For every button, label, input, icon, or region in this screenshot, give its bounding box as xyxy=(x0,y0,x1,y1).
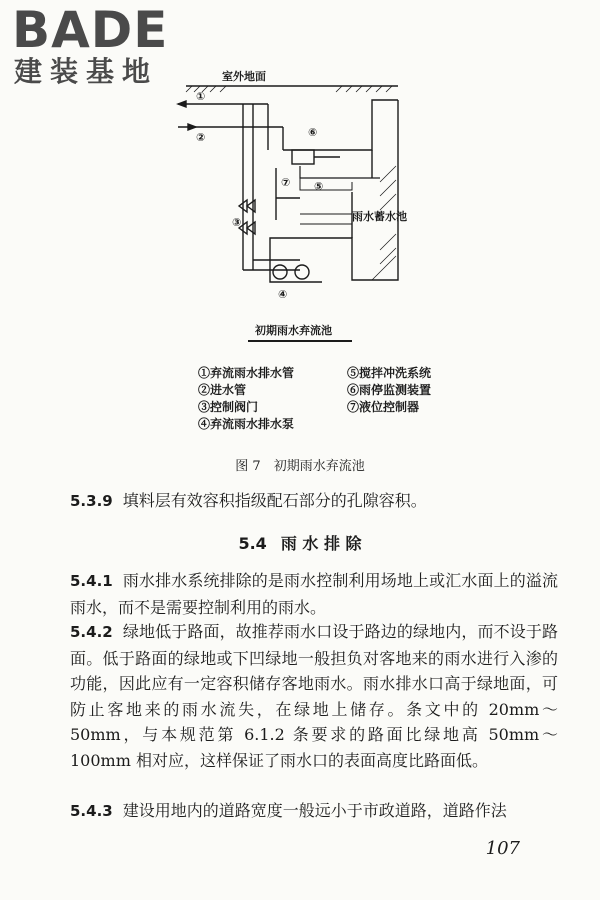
marker-6: ⑥ xyxy=(308,126,318,139)
clause-number: 5.4.3 xyxy=(70,802,113,820)
clause-number: 5.4.2 xyxy=(70,623,113,641)
clause-number: 5.3.9 xyxy=(70,492,113,510)
tank-hatch xyxy=(372,166,396,280)
clause-text: 填料层有效容积指级配石部分的孔隙容积。 xyxy=(122,491,427,510)
clause-number: 5.4.1 xyxy=(70,572,113,590)
figure-caption: 图 7 初期雨水弃流池 xyxy=(235,459,365,474)
legend-item: ④弃流雨水排水泵 xyxy=(198,417,295,431)
pump-icon xyxy=(295,265,309,279)
legend-item: ①弃流雨水排水管 xyxy=(198,366,295,380)
clause-5-4-3 xyxy=(70,798,558,825)
marker-5: ⑤ xyxy=(314,180,324,193)
arrow-right-icon xyxy=(188,124,196,130)
clause-5-3-9 xyxy=(70,488,558,515)
legend-item: ⑦液位控制器 xyxy=(347,400,420,414)
tank-wall xyxy=(270,100,398,282)
ground-hatch xyxy=(186,86,392,92)
page-number: 107 xyxy=(485,838,520,859)
marker-4: ④ xyxy=(278,288,288,301)
diagram-title: 初期雨水弃流池 xyxy=(255,324,332,337)
clause-5-4-1 xyxy=(70,568,558,620)
marker-1: ① xyxy=(196,90,206,103)
marker-2: ② xyxy=(196,131,206,144)
logo-word: BADE xyxy=(12,1,169,59)
logo-subtitle: 建装基地 xyxy=(14,55,159,88)
label-tank: 雨水蓄水池 xyxy=(352,210,407,223)
clause-text: 雨水排水系统排除的是雨水控制利用场地上或汇水面上的溢流雨水，而不是需要控制利用的雨水。 xyxy=(70,571,558,617)
clause-text: 绿地低于路面，故推荐雨水口设于路边的绿地内，而不设于路面。低于路面的绿地或下凹绿地一般担负对客地来的雨水进行入渗的功能，因此应有一定容积储存客地雨水。雨水排水口高于绿地面，可防止客地来的雨水流失，在绿地上储存。条文中的 20mm～50mm，与本规范第 6.1.2 条要求的路面比绿地高 50mm～100mm 相对应，这样保证了雨水口的表面高度比路面低。 xyxy=(70,622,558,770)
clause-text: 建设用地内的道路宽度一般远小于市政道路，道路作法 xyxy=(122,801,507,820)
section-title: 雨 水 排 除 xyxy=(280,534,362,553)
rain-stop-detector xyxy=(292,150,314,164)
legend-item: ⑤搅拌冲洗系统 xyxy=(347,366,432,380)
legend-item: ③控制阀门 xyxy=(198,400,259,414)
legend-item: ②进水管 xyxy=(198,383,247,397)
legend-item: ⑥雨停监测装置 xyxy=(347,383,432,397)
arrow-left-icon xyxy=(178,101,186,107)
pool-top-wall xyxy=(283,100,398,150)
marker-7: ⑦ xyxy=(281,176,291,189)
pump-icon xyxy=(273,265,287,279)
label-outdoor-ground: 室外地面 xyxy=(222,70,266,83)
clause-5-4-2 xyxy=(70,619,558,773)
section-number: 5.4 xyxy=(238,534,267,553)
marker-3: ③ xyxy=(232,216,242,229)
section-heading xyxy=(0,531,600,554)
